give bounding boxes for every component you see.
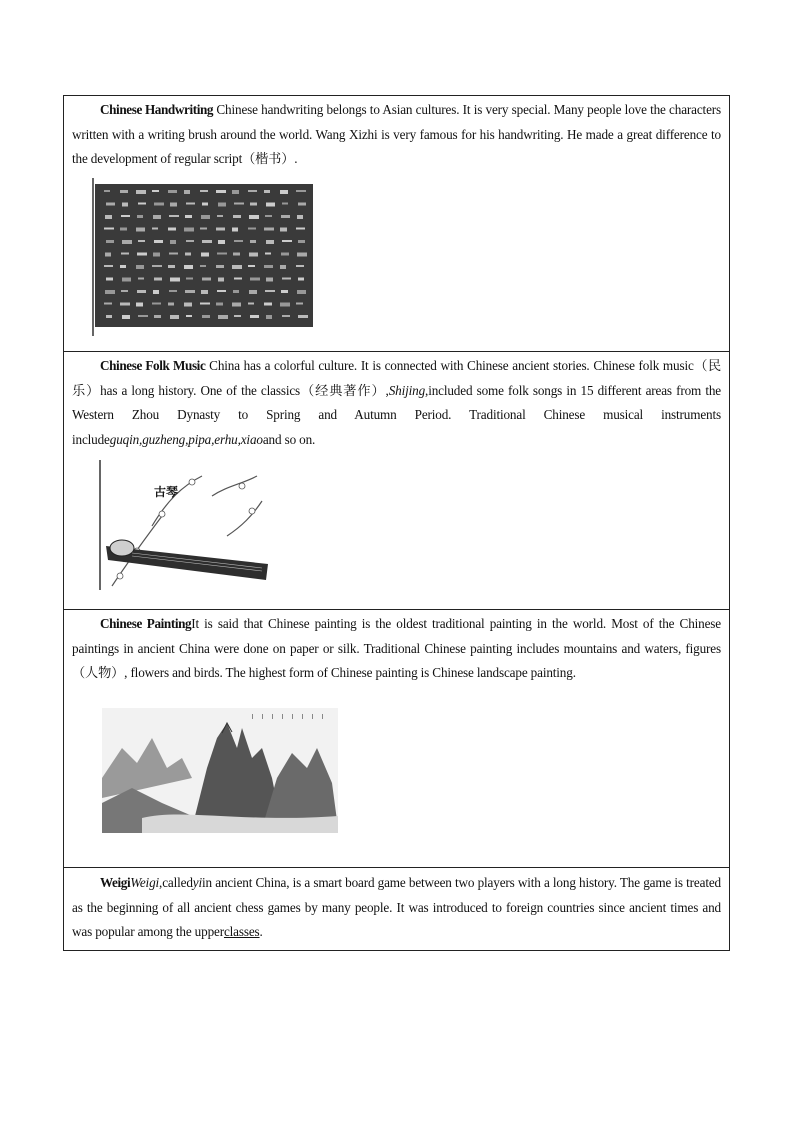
classes-underlined: classes [223,924,260,940]
painting-text: It is said that Chinese painting is the oldest traditional painting in the world. Most of the Chinese paintings in ancient China were done on paper or silk. Traditional Chinese painting includes mountains and waters, figures（人物）, flowers and birds. The highest form of Chinese painting is Chinese landscape painting. [72,616,721,681]
painting-heading: Chinese Painting [100,616,192,631]
handwriting-text: Chinese handwriting belongs to Asian cultures. It is very special. Many people love the characters written with a writing brush around the world. Wang Xizhi is very famous for his handwriting. He made a great difference to the development of regular script（楷书）. [72,102,721,167]
handwriting-cell [64,96,729,352]
weigi-text-a: ,called [159,875,193,890]
weigi-text-b: in ancient China, is a smart board game between two players with a long history. The game is treated as the beginning of all ancient chess games by many people. It was introduced to foreign countries since ancient times and was popular among the upper [72,875,721,940]
guqin-image [92,456,272,594]
folk-music-text-b: ,included some folk songs in 15 different areas from the Western Zhou Dynasty to Spring and Autumn Period. Traditional Chinese musical instruments include [72,382,721,447]
weigi-heading: Weigi [100,875,131,890]
folk-music-text-a: China has a colorful culture. It is connected with Chinese ancient stories. Chinese folk music（民乐）has a long history. One of the classics（经典著作）, [72,358,721,398]
calligraphy-image [92,176,324,338]
weigi-italic: Weigi [130,875,160,890]
folk-music-heading: Chinese Folk Music [100,358,206,373]
painting-paragraph [72,612,721,686]
weigi-text-c: . [259,924,263,940]
folk-music-cell [64,352,729,610]
yi-italic: yi [192,875,202,890]
guqin-label: 古琴 [154,485,179,500]
folk-music-text-c: and so on. [262,431,316,447]
handwriting-paragraph [72,98,721,172]
shijing-title: Shijing [388,382,426,398]
instrument-list: guqin,guzheng,pipa,erhu,xiao [109,431,263,447]
weigi-paragraph [72,871,721,945]
painting-cell [64,610,729,868]
handwriting-heading: Chinese Handwriting [100,102,214,117]
landscape-painting-image [102,708,338,833]
document-table [63,95,730,951]
folk-music-paragraph [72,354,721,452]
weigi-cell [64,868,729,950]
